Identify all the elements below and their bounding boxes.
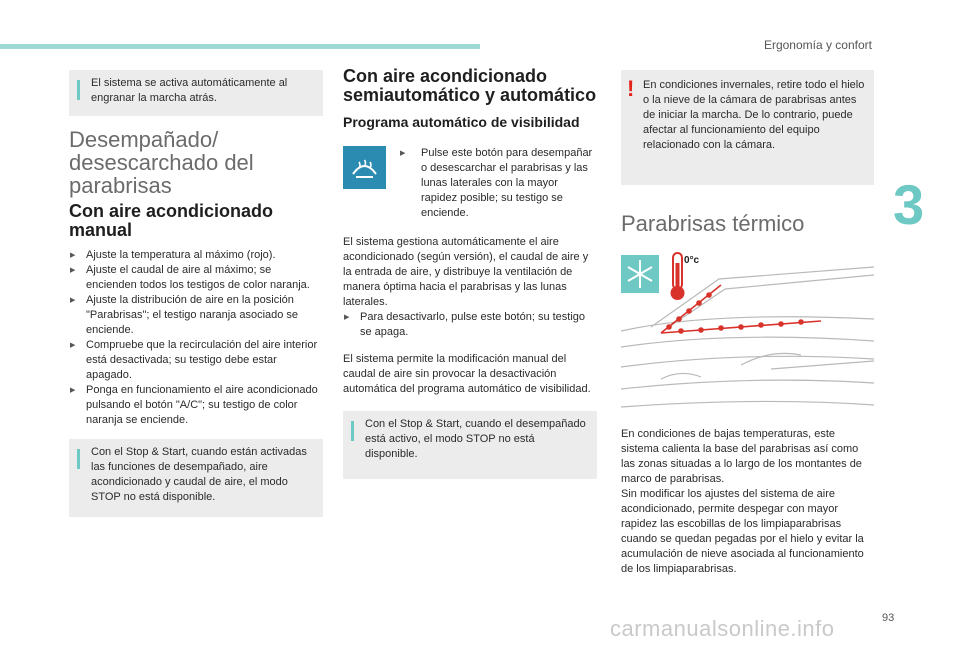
column-middle [343, 67, 597, 479]
snowflake-icon [621, 255, 659, 293]
info-note-stop-start [343, 411, 597, 479]
defrost-button-row [343, 146, 597, 221]
warning-text: En condiciones invernales, retire todo el hielo o la nieve de la cámara de parabrisas antes de iniciar la marcha. De lo contrario, puede afectar al funcionamiento del equipo relacionado con la cámara. [643, 79, 865, 151]
heading-manual-ac: Con aire acondicionado manual [69, 201, 274, 240]
list-item: ▶ Ajuste el caudal de aire al máximo; se encienden todos los testigos de color naranja. [69, 263, 323, 293]
manual-override-description: El sistema permite la modificación manual del caudal de aire sin provocar la desactivación automática del programa automático de visibilidad. [343, 353, 591, 395]
section-title: Ergonomía y confort [763, 38, 872, 52]
deactivate-steps [343, 310, 597, 340]
list-item: ▶ Ajuste la temperatura al máximo (rojo). [69, 248, 323, 263]
heated-zone [661, 285, 821, 333]
warning-note [621, 70, 874, 185]
page-number: 93 [882, 612, 895, 624]
auto-description: El sistema gestiona automáticamente el aire acondicionado (según versión), el caudal de aire y la entrada de aire, y distribuye la ventilación de manera óptima hacia el parabrisas y las lunas laterales. [343, 236, 589, 308]
list-item: ▶ Compruebe que la recirculación del aire interior está desactivada; su testigo debe estar apagado. [69, 338, 323, 383]
heated-windscreen-benefit: Sin modificar los ajustes del sistema de aire acondicionado, permite despegar con mayor rapidez las escobillas de los limpiaparabrisas cuando se quedan pegadas por el hielo y evitar la acumulación de nieve asociada al funcionamiento de los limpiaparabrisas. [621, 488, 864, 575]
info-note-stop-start [69, 439, 323, 517]
heated-windscreen-description: En condiciones de bajas temperaturas, este sistema calienta la base del parabrisas así como las zonas situadas a lo largo de los montantes de marco de parabrisas. [621, 428, 862, 485]
heading-visibility-program: Programa automático de visibilidad [343, 114, 580, 130]
header-accent-bar [0, 44, 480, 49]
heading-auto-ac: Con aire acondicionado semiautomático y automático [343, 66, 597, 105]
heading-heated-windscreen: Parabrisas térmico [621, 211, 805, 236]
heading-defrost: Desempañado/ desescarchado del parabrisas [69, 127, 254, 198]
list-item: ▶ Pulse este botón para desempañar o desescarchar el parabrisas y las lunas laterales con la mayor rapidez posible; su testigo se enciende. [399, 146, 595, 221]
info-icon [351, 421, 354, 441]
info-note-top [69, 70, 323, 116]
defrost-instructions [399, 146, 595, 221]
list-item: ▶ Ajuste la distribución de aire en la posición "Parabrisas"; el testigo naranja asociado se enciende. [69, 293, 323, 338]
heated-windscreen-illustration [621, 249, 874, 419]
column-left [69, 70, 323, 517]
info-note-text: El sistema se activa automáticamente al engranar la marcha atrás. [91, 77, 288, 104]
info-icon [77, 80, 80, 100]
thermometer-icon [671, 253, 685, 300]
info-note-text: Con el Stop & Start, cuando el desempañado está activo, el modo STOP no está disponible. [365, 418, 586, 460]
list-item: ▶ Ponga en funcionamiento el aire acondicionado pulsando el botón "A/C"; su testigo de color naranja se enciende. [69, 383, 323, 428]
temperature-label: 0°c [684, 255, 700, 266]
column-right [621, 70, 874, 577]
chapter-number: 3 [893, 173, 925, 236]
defrost-button-icon [343, 146, 386, 189]
manual-steps-list [69, 248, 323, 428]
warning-icon: ! [627, 76, 635, 101]
info-icon [77, 449, 80, 469]
info-note-text: Con el Stop & Start, cuando están activadas las funciones de desempañado, aire acondicionado y caudal de aire, el modo STOP no está disponible. [91, 446, 307, 503]
watermark: carmanualsonline.info [610, 616, 835, 641]
list-item: ▶ Para desactivarlo, pulse este botón; su testigo se apaga. [343, 310, 597, 340]
